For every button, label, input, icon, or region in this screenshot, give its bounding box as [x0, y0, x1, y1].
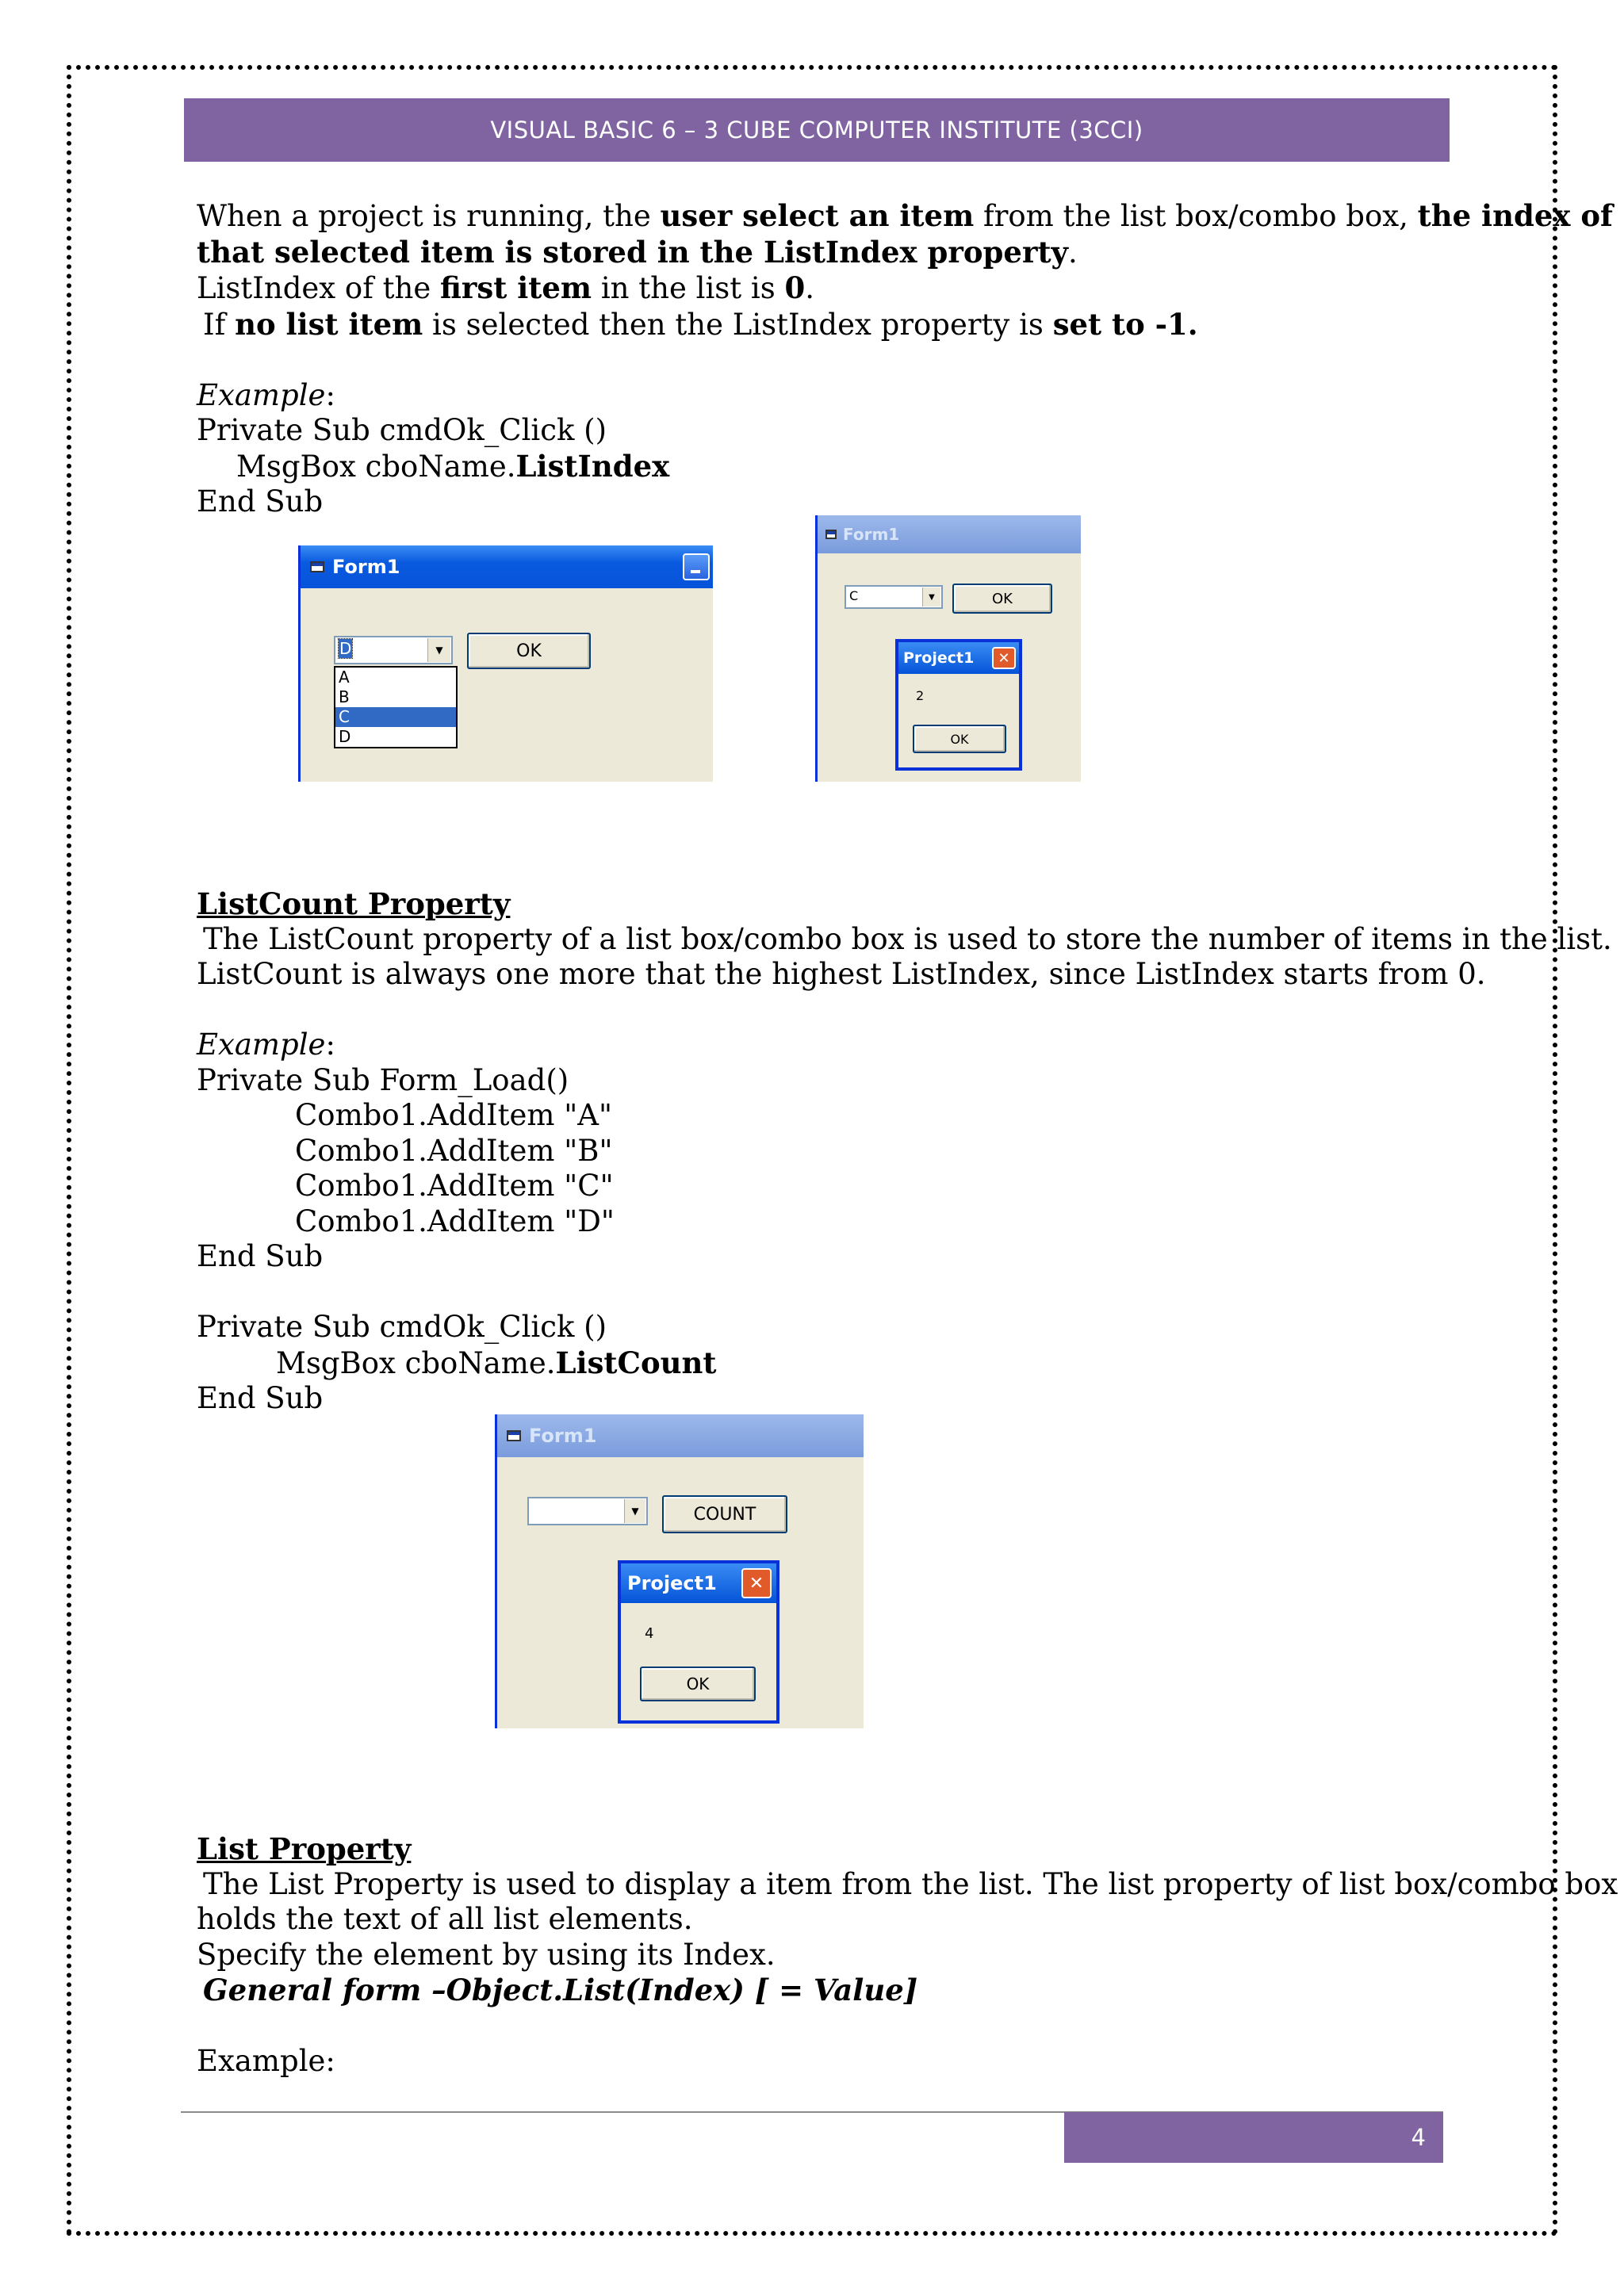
chevron-down-icon[interactable]: ▼: [624, 1499, 645, 1523]
project1-msgbox: [618, 1560, 779, 1724]
msgbox-ok-button[interactable]: OK: [640, 1667, 756, 1701]
code-line: MsgBox cboName.ListCount: [276, 1345, 717, 1380]
minimize-button[interactable]: [683, 553, 710, 580]
code-line: Combo1.AddItem "C": [295, 1169, 614, 1203]
form1-titlebar: [497, 1414, 864, 1457]
combo-value: D: [339, 639, 352, 658]
text-line: that selected item is stored in the ListIndex property.: [197, 234, 1078, 270]
list-property-section: [197, 1831, 1618, 2080]
code-line: End Sub: [197, 1239, 324, 1273]
ok-button[interactable]: OK: [952, 584, 1052, 614]
code-line: Combo1.AddItem "A": [295, 1098, 613, 1132]
paragraph: Specify the element by using its Index.: [197, 1937, 776, 1972]
paragraph: The List Property is used to display a item from the list. The list property of list box/combo box: [203, 1866, 1618, 1901]
paragraph: ListCount is always one more that the highest ListIndex, since ListIndex starts from 0.: [197, 957, 1486, 991]
code-line: Combo1.AddItem "D": [295, 1203, 615, 1238]
general-form: General form –Object.List(Index) [ = Value]: [203, 1973, 918, 2007]
code-line: Private Sub cmdOk_Click (): [197, 1310, 607, 1344]
msgbox-ok-button[interactable]: OK: [913, 725, 1006, 753]
page-number-box: [1064, 2112, 1443, 2163]
item-combobox[interactable]: [527, 1497, 648, 1525]
code-line: Private Sub Form_Load(): [197, 1062, 569, 1097]
header-title: VISUAL BASIC 6 – 3 CUBE COMPUTER INSTITUTE (3CCI): [490, 117, 1143, 144]
form1-titlebar: [818, 515, 1081, 553]
msgbox-value: 2: [916, 688, 925, 703]
project1-msgbox: [895, 639, 1022, 771]
msgbox-title: Project1: [903, 649, 975, 667]
count-button[interactable]: COUNT: [662, 1495, 787, 1533]
combo-value: C: [849, 588, 859, 603]
msgbox-value: 4: [645, 1625, 654, 1642]
text-line: ListIndex of the first item in the list is 0.: [197, 270, 814, 305]
example-label: Example:: [197, 1027, 335, 1062]
list-item-selected[interactable]: C: [335, 707, 456, 727]
chevron-down-icon[interactable]: ▼: [922, 587, 940, 607]
list-item[interactable]: D: [339, 727, 351, 746]
code-line: Private Sub cmdOk_Click (): [197, 413, 607, 447]
section-heading: ListCount Property: [197, 886, 511, 921]
example-label: Example:: [197, 377, 335, 412]
main-content: [197, 198, 1613, 520]
form-icon: [825, 530, 837, 539]
form-icon: [507, 1430, 521, 1441]
close-icon[interactable]: ✕: [741, 1568, 772, 1598]
close-icon[interactable]: ✕: [992, 647, 1016, 669]
list-item[interactable]: B: [339, 687, 350, 706]
chevron-down-icon[interactable]: ▼: [427, 638, 450, 662]
text-line: When a project is running, the user select an item from the list box/combo box, the index of: [197, 198, 1613, 233]
page-number: 4: [1411, 2124, 1426, 2151]
form1-window-listindex: [815, 515, 1081, 782]
name-combobox[interactable]: [845, 585, 943, 609]
form1-titlebar: [301, 545, 713, 588]
form1-title: Form1: [332, 556, 400, 578]
paragraph: The ListCount property of a list box/combo box is used to store the number of items in the list.: [203, 921, 1612, 956]
form-icon: [310, 561, 324, 572]
example-label: Example:: [197, 2044, 335, 2078]
code-line: MsgBox cboName.ListIndex: [236, 448, 670, 484]
paragraph: holds the text of all list elements.: [197, 1902, 693, 1936]
code-line: Combo1.AddItem "B": [295, 1133, 613, 1168]
page-header: [184, 98, 1450, 162]
form1-title: Form1: [529, 1425, 597, 1447]
msgbox-title: Project1: [627, 1572, 717, 1594]
text-line: If no list item is selected then the ListIndex property is set to -1.: [203, 306, 1198, 342]
section-heading: List Property: [197, 1831, 412, 1866]
form1-window-listcount: [495, 1414, 864, 1728]
name-combobox[interactable]: [334, 636, 453, 664]
form1-window-dropdown: [298, 545, 713, 782]
dropdown-list[interactable]: [334, 666, 458, 748]
listcount-section: [197, 886, 1612, 1417]
ok-button[interactable]: OK: [467, 633, 591, 669]
code-line: End Sub: [197, 484, 324, 519]
form1-title: Form1: [843, 525, 900, 544]
list-item[interactable]: A: [339, 668, 350, 687]
code-line: End Sub: [197, 1381, 324, 1415]
